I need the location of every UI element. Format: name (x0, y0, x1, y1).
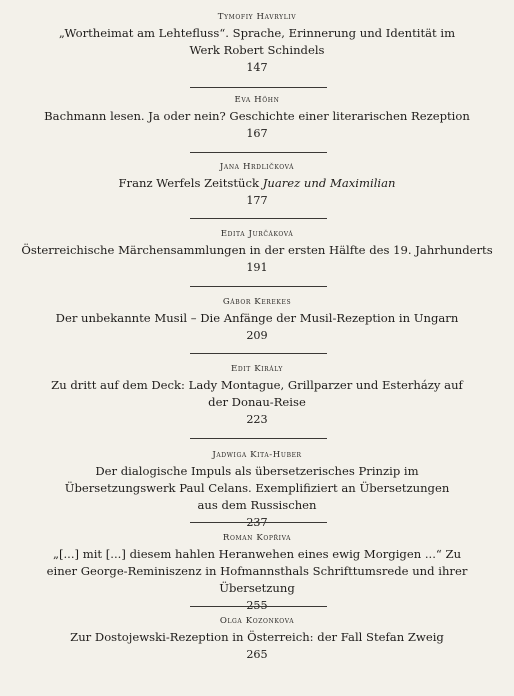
entry-author: Jadwiga Kita-Huber (212, 450, 302, 460)
entry-page-number: 147 (246, 61, 268, 74)
entry-author: Olga Kozonkova (219, 616, 295, 626)
entry-author: Gábor Kerekes (222, 297, 292, 307)
separator-rule (190, 87, 327, 88)
entry-page-number: 209 (246, 329, 268, 342)
entry-page-number: 265 (246, 648, 268, 661)
entry-page-number: 177 (246, 194, 268, 207)
entry-title: „Wortheimat am Lehtefluss“. Sprache, Erinnerung und Identität im Werk Robert Schindels (58, 26, 456, 57)
entry-title: Zu dritt auf dem Deck: Lady Montague, Grillparzer und Esterházy auf der Donau-Reise (51, 378, 463, 409)
separator-rule (190, 438, 327, 439)
separator-rule (190, 606, 327, 607)
entry-title: „[...] mit [...] diesem hahlen Heranwehen eines ewig Morgigen ...“ Zu einer George-Reminiszenz in Hofmannsthals Schrifttumsrede und ihrer Übersetzung (46, 547, 468, 595)
separator-rule (190, 522, 327, 523)
entry-title: Der dialogische Impuls als übersetzerisches Prinzip im Übersetzungswerk Paul Celans. Exemplifiziert an Übersetzungen aus dem Russischen (64, 464, 450, 512)
toc-entry (0, 229, 514, 276)
entry-author: Roman Kopřiva (222, 533, 292, 543)
separator-rule (190, 353, 327, 354)
entry-author: Eva Höhn (234, 95, 280, 105)
toc-entry (0, 364, 514, 428)
entry-page-number: 237 (246, 516, 268, 529)
entry-title: Franz Werfels Zeitstück Juarez und Maximilian (118, 176, 396, 190)
entry-title: Österreichische Märchensammlungen in der ersten Hälfte des 19. Jahrhunderts (21, 243, 493, 257)
entry-title: Zur Dostojewski-Rezeption in Österreich: der Fall Stefan Zweig (70, 630, 444, 644)
entry-title: Der unbekannte Musil – Die Anfänge der Musil-Rezeption in Ungarn (55, 311, 459, 325)
toc-entry (0, 533, 514, 614)
toc-entry (0, 162, 514, 209)
entry-page-number: 223 (246, 413, 268, 426)
entry-page-number: 167 (246, 127, 268, 140)
entry-title: Bachmann lesen. Ja oder nein? Geschichte einer literarischen Rezeption (44, 109, 470, 123)
entry-author: Edita Jurčáková (220, 229, 294, 239)
entry-page-number: 191 (246, 261, 268, 274)
toc-entry (0, 12, 514, 76)
entry-author: Jana Hrdličková (219, 162, 295, 172)
entry-author: Edit Király (231, 364, 283, 374)
separator-rule (190, 218, 327, 219)
separator-rule (190, 152, 327, 153)
toc-entry (0, 95, 514, 142)
toc-entry (0, 616, 514, 663)
separator-rule (190, 286, 327, 287)
entry-author: Tymofiy Havryliv (217, 12, 297, 22)
entry-title-italic: Juarez und Maximilian (262, 176, 396, 190)
toc-entry (0, 297, 514, 344)
toc-entry (0, 450, 514, 531)
entry-page-number: 255 (246, 599, 268, 612)
